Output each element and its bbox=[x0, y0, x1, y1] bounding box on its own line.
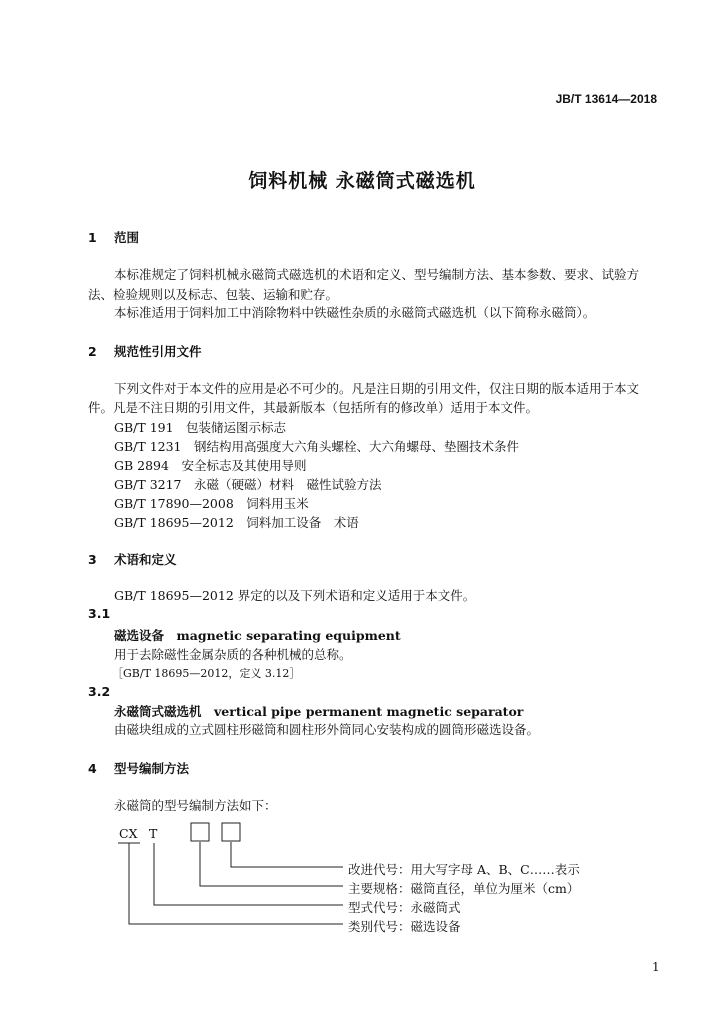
code-cx: CX bbox=[119, 826, 138, 841]
reference-item: GB/T 18695—2012 饲料加工设备 术语 bbox=[114, 515, 359, 530]
section-3-intro: GB/T 18695—2012 界定的以及下列术语和定义适用于本文件。 bbox=[114, 588, 476, 603]
term-3-1-number: 3.1 bbox=[88, 606, 111, 621]
leader-line-type bbox=[154, 843, 343, 905]
section-4-intro: 永磁筒的型号编制方法如下： bbox=[114, 798, 277, 813]
page-number: 1 bbox=[652, 960, 660, 974]
term-chinese: 永磁筒式磁选机 bbox=[114, 704, 202, 719]
term-3-2-number: 3.2 bbox=[88, 684, 111, 699]
term-english: vertical pipe permanent magnetic separator bbox=[214, 704, 524, 719]
reference-item: GB/T 17890—2008 饲料用玉米 bbox=[114, 496, 309, 511]
section-title: 规范性引用文件 bbox=[114, 344, 202, 359]
label-main-spec: 主要规格：磁筒直径，单位为厘米（cm） bbox=[348, 881, 580, 896]
reference-item: GB/T 3217 永磁（硬磁）材料 磁性试验方法 bbox=[114, 477, 382, 492]
section-number: 4 bbox=[88, 761, 97, 776]
section-2-paragraph-1b: 件。凡是不注日期的引用文件，其最新版本（包括所有的修改单）适用于本文件。 bbox=[88, 400, 539, 415]
document-title: 饲料机械 永磁筒式磁选机 bbox=[248, 170, 476, 192]
label-category-code: 类别代号：磁选设备 bbox=[348, 919, 461, 934]
section-1-paragraph-2: 本标准适用于饲料加工中消除物料中铁磁性杂质的永磁筒式磁选机（以下简称永磁筒）。 bbox=[114, 305, 596, 320]
leader-line-category bbox=[129, 843, 343, 924]
section-title: 型号编制方法 bbox=[114, 761, 190, 776]
term-chinese: 磁选设备 bbox=[114, 628, 165, 643]
label-improvement-code: 改进代号：用大写字母 A、B、C……表示 bbox=[348, 862, 580, 877]
spec-box bbox=[191, 823, 209, 841]
term-3-1-source: ［GB/T 18695—2012，定义 3.12］ bbox=[112, 667, 301, 680]
term-3-2-definition: 由磁块组成的立式圆柱形磁筒和圆柱形外筒同心安装构成的圆筒形磁选设备。 bbox=[114, 722, 540, 737]
section-1-paragraph-1b: 法、检验规则以及标志、包装、运输和贮存。 bbox=[88, 287, 339, 302]
term-3-1-definition: 用于去除磁性金属杂质的各种机械的总称。 bbox=[114, 647, 352, 662]
section-title: 范围 bbox=[114, 230, 140, 245]
section-number: 3 bbox=[88, 552, 97, 567]
code-t: T bbox=[149, 826, 158, 841]
section-2-paragraph-1a: 下列文件对于本文件的应用是必不可少的。凡是注日期的引用文件，仅注日期的版本适用于本文 bbox=[114, 381, 640, 396]
reference-item: GB 2894 安全标志及其使用导则 bbox=[114, 458, 307, 473]
label-type-code: 型式代号：永磁筒式 bbox=[348, 900, 461, 915]
section-title: 术语和定义 bbox=[114, 552, 177, 567]
section-number: 2 bbox=[88, 344, 97, 359]
standard-number: JB/T 13614—2018 bbox=[555, 92, 657, 106]
leader-line-spec bbox=[200, 842, 343, 886]
reference-item: GB/T 191 包装储运图示标志 bbox=[114, 420, 287, 435]
term-english: magnetic separating equipment bbox=[176, 628, 401, 643]
reference-item: GB/T 1231 钢结构用高强度大六角头螺栓、大六角螺母、垫圈技术条件 bbox=[114, 439, 520, 454]
section-number: 1 bbox=[88, 230, 97, 245]
improvement-box bbox=[222, 823, 240, 841]
section-1-paragraph-1a: 本标准规定了饲料机械永磁筒式磁选机的术语和定义、型号编制方法、基本参数、要求、试验方 bbox=[114, 267, 640, 282]
leader-line-improvement bbox=[231, 842, 343, 867]
